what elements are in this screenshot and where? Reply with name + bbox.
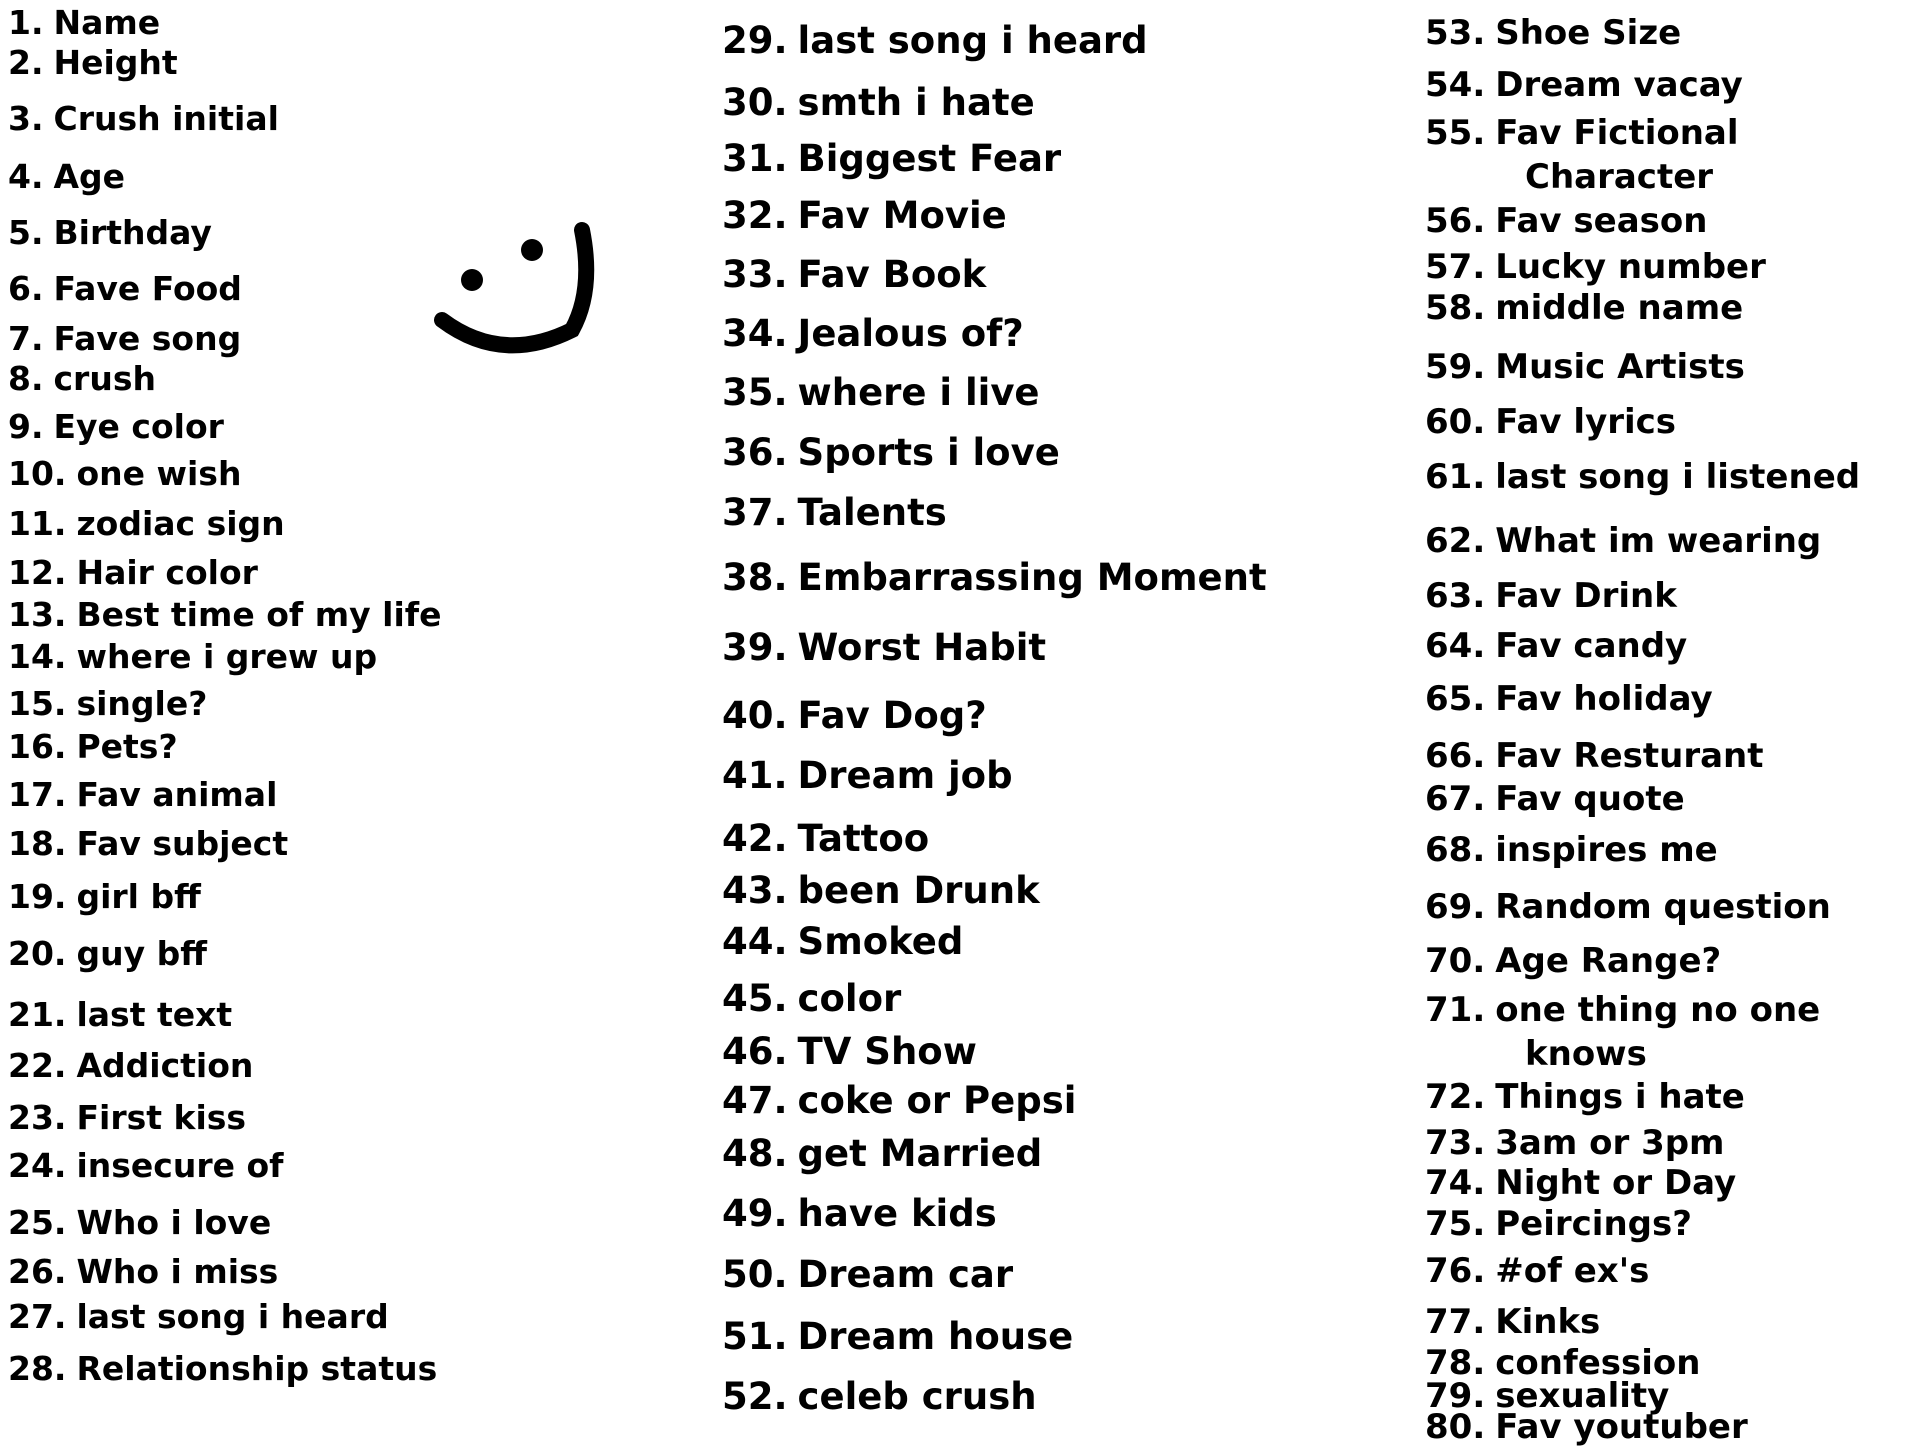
question-number: 78. bbox=[1425, 1343, 1486, 1383]
question-text-continued: knows bbox=[1525, 1034, 1647, 1074]
question-number: 58. bbox=[1425, 288, 1486, 328]
question-number: 41. bbox=[722, 754, 788, 797]
question-number: 24. bbox=[8, 1146, 67, 1185]
question-item bbox=[722, 556, 1267, 599]
question-number: 70. bbox=[1425, 941, 1486, 981]
smiley-eye-right bbox=[521, 239, 543, 261]
question-item bbox=[722, 1253, 1014, 1296]
question-number: 54. bbox=[1425, 65, 1486, 105]
question-item bbox=[8, 637, 378, 676]
question-number: 74. bbox=[1425, 1163, 1486, 1203]
question-number: 52. bbox=[722, 1375, 788, 1418]
question-number: 72. bbox=[1425, 1077, 1486, 1117]
question-number: 33. bbox=[722, 253, 788, 296]
question-text: color bbox=[797, 977, 902, 1020]
question-item bbox=[8, 775, 278, 814]
question-text: Age bbox=[53, 157, 126, 196]
question-item bbox=[1425, 201, 1708, 241]
question-item bbox=[722, 1079, 1077, 1122]
question-text: last text bbox=[76, 995, 233, 1034]
question-number: 69. bbox=[1425, 887, 1486, 927]
question-item bbox=[8, 1146, 284, 1185]
question-number: 20. bbox=[8, 934, 67, 973]
question-text: Who i love bbox=[76, 1203, 272, 1242]
question-text: Birthday bbox=[53, 213, 212, 252]
question-item bbox=[722, 491, 947, 534]
question-number: 62. bbox=[1425, 521, 1486, 561]
question-number: 34. bbox=[722, 312, 788, 355]
question-item bbox=[1425, 1251, 1650, 1291]
question-item bbox=[722, 1132, 1043, 1175]
question-number: 21. bbox=[8, 995, 67, 1034]
question-item bbox=[1425, 1163, 1737, 1203]
question-number: 12. bbox=[8, 553, 67, 592]
question-number: 80. bbox=[1425, 1407, 1486, 1447]
question-number: 75. bbox=[1425, 1204, 1486, 1244]
question-text: Fave Food bbox=[53, 269, 242, 308]
question-text: where i grew up bbox=[76, 637, 378, 676]
question-number: 55. bbox=[1425, 113, 1486, 153]
question-number: 49. bbox=[722, 1192, 788, 1235]
question-text: Height bbox=[53, 43, 178, 82]
question-item bbox=[722, 626, 1047, 669]
question-item bbox=[8, 727, 178, 766]
question-number: 40. bbox=[722, 694, 788, 737]
question-text: last song i heard bbox=[797, 19, 1148, 62]
question-text: Random question bbox=[1495, 887, 1831, 927]
question-item bbox=[8, 595, 442, 634]
question-item bbox=[8, 824, 289, 863]
question-text: Shoe Size bbox=[1495, 13, 1682, 53]
question-text: Fav season bbox=[1495, 201, 1708, 241]
question-number: 28. bbox=[8, 1349, 67, 1388]
question-text: Eye color bbox=[53, 407, 224, 446]
question-text: Fav Drink bbox=[1495, 576, 1677, 616]
question-number: 10. bbox=[8, 454, 67, 493]
question-text: confession bbox=[1495, 1343, 1701, 1383]
question-text: #of ex's bbox=[1495, 1251, 1650, 1291]
question-item bbox=[8, 319, 242, 358]
question-text: where i live bbox=[797, 371, 1040, 414]
question-number: 57. bbox=[1425, 247, 1486, 287]
question-item bbox=[8, 1046, 254, 1085]
question-item bbox=[1425, 1343, 1701, 1383]
question-text: Jealous of? bbox=[797, 312, 1024, 355]
question-item bbox=[722, 81, 1035, 124]
question-number: 1. bbox=[8, 3, 44, 42]
question-item bbox=[1425, 830, 1718, 870]
question-number: 42. bbox=[722, 817, 788, 860]
question-item bbox=[722, 19, 1148, 62]
question-number: 51. bbox=[722, 1315, 788, 1358]
question-number: 56. bbox=[1425, 201, 1486, 241]
question-text: First kiss bbox=[76, 1098, 247, 1137]
question-text: one wish bbox=[76, 454, 242, 493]
question-item bbox=[1425, 113, 1739, 153]
question-number: 79. bbox=[1425, 1376, 1486, 1416]
question-number: 16. bbox=[8, 727, 67, 766]
question-number: 23. bbox=[8, 1098, 67, 1137]
question-text: single? bbox=[76, 684, 208, 723]
question-item bbox=[722, 1192, 997, 1235]
question-number: 8. bbox=[8, 359, 44, 398]
question-number: 76. bbox=[1425, 1251, 1486, 1291]
question-text: Fav youtuber bbox=[1495, 1407, 1748, 1447]
question-text: Sports i love bbox=[797, 431, 1060, 474]
question-number: 7. bbox=[8, 319, 44, 358]
question-item bbox=[8, 1349, 438, 1388]
smiley-mouth bbox=[442, 230, 586, 345]
question-item bbox=[1425, 65, 1743, 105]
question-text: Crush initial bbox=[53, 99, 279, 138]
question-text: Peircings? bbox=[1495, 1204, 1692, 1244]
question-text: get Married bbox=[797, 1132, 1043, 1175]
question-number: 4. bbox=[8, 157, 44, 196]
question-number: 48. bbox=[722, 1132, 788, 1175]
question-item bbox=[1425, 679, 1713, 719]
question-item bbox=[722, 1315, 1074, 1358]
question-item bbox=[1425, 576, 1677, 616]
question-item bbox=[1425, 13, 1682, 53]
question-number: 64. bbox=[1425, 626, 1486, 666]
question-item bbox=[722, 371, 1040, 414]
question-item bbox=[722, 194, 1007, 237]
question-text: smth i hate bbox=[797, 81, 1035, 124]
question-text: Lucky number bbox=[1495, 247, 1766, 287]
question-item bbox=[1425, 1077, 1745, 1117]
question-number: 26. bbox=[8, 1252, 67, 1291]
question-text: last song i listened bbox=[1495, 457, 1861, 497]
question-text: middle name bbox=[1495, 288, 1744, 328]
question-item bbox=[1425, 990, 1821, 1030]
question-number: 9. bbox=[8, 407, 44, 446]
question-number: 25. bbox=[8, 1203, 67, 1242]
question-text: Things i hate bbox=[1495, 1077, 1745, 1117]
question-item bbox=[722, 920, 964, 963]
question-text: What im wearing bbox=[1495, 521, 1822, 561]
question-item bbox=[722, 1375, 1037, 1418]
question-number: 71. bbox=[1425, 990, 1486, 1030]
question-item bbox=[1425, 887, 1831, 927]
question-number: 36. bbox=[722, 431, 788, 474]
question-number: 30. bbox=[722, 81, 788, 124]
question-text: TV Show bbox=[797, 1030, 977, 1073]
question-number: 53. bbox=[1425, 13, 1486, 53]
question-text: one thing no one bbox=[1495, 990, 1821, 1030]
question-text: Music Artists bbox=[1495, 347, 1745, 387]
question-item bbox=[1425, 347, 1745, 387]
question-item bbox=[8, 1252, 279, 1291]
question-text: Kinks bbox=[1495, 1302, 1601, 1342]
question-number: 66. bbox=[1425, 736, 1486, 776]
question-number: 63. bbox=[1425, 576, 1486, 616]
question-text: Dream house bbox=[797, 1315, 1074, 1358]
question-item bbox=[1425, 1302, 1601, 1342]
question-number: 46. bbox=[722, 1030, 788, 1073]
question-number: 59. bbox=[1425, 347, 1486, 387]
question-text: Smoked bbox=[797, 920, 964, 963]
question-item bbox=[8, 934, 207, 973]
question-number: 43. bbox=[722, 869, 788, 912]
question-item bbox=[1425, 288, 1744, 328]
question-item bbox=[722, 312, 1024, 355]
question-number: 17. bbox=[8, 775, 67, 814]
question-item bbox=[722, 137, 1062, 180]
question-item bbox=[1425, 457, 1861, 497]
question-item bbox=[1425, 779, 1685, 819]
question-item bbox=[1425, 941, 1722, 981]
question-item bbox=[8, 1297, 389, 1336]
question-text: 3am or 3pm bbox=[1495, 1123, 1725, 1163]
question-number: 47. bbox=[722, 1079, 788, 1122]
question-text: Fav Movie bbox=[797, 194, 1007, 237]
question-text: Tattoo bbox=[797, 817, 930, 860]
question-item bbox=[8, 359, 156, 398]
question-number: 11. bbox=[8, 504, 67, 543]
question-text: Fav Resturant bbox=[1495, 736, 1764, 776]
question-number: 77. bbox=[1425, 1302, 1486, 1342]
question-item bbox=[722, 253, 987, 296]
question-text: Biggest Fear bbox=[797, 137, 1062, 180]
question-text: Age Range? bbox=[1495, 941, 1722, 981]
question-text: Who i miss bbox=[76, 1252, 279, 1291]
question-text: Fav Dog? bbox=[797, 694, 987, 737]
question-text: guy bff bbox=[76, 934, 207, 973]
question-text: Fave song bbox=[53, 319, 242, 358]
question-item bbox=[8, 157, 126, 196]
question-text: Relationship status bbox=[76, 1349, 438, 1388]
smiley-eye-left bbox=[461, 269, 483, 291]
question-item bbox=[1425, 1123, 1725, 1163]
question-number: 37. bbox=[722, 491, 788, 534]
question-item bbox=[722, 431, 1060, 474]
question-text: have kids bbox=[797, 1192, 997, 1235]
question-text: inspires me bbox=[1495, 830, 1718, 870]
question-text: coke or Pepsi bbox=[797, 1079, 1077, 1122]
question-text: crush bbox=[53, 359, 156, 398]
question-text: Fav subject bbox=[76, 824, 289, 863]
question-number: 73. bbox=[1425, 1123, 1486, 1163]
question-text: last song i heard bbox=[76, 1297, 389, 1336]
question-item bbox=[1425, 247, 1766, 287]
question-number: 14. bbox=[8, 637, 67, 676]
question-number: 2. bbox=[8, 43, 44, 82]
question-item bbox=[1425, 736, 1764, 776]
question-text: Dream car bbox=[797, 1253, 1014, 1296]
question-text-continued: Character bbox=[1525, 157, 1714, 197]
question-number: 22. bbox=[8, 1046, 67, 1085]
question-text: Fav lyrics bbox=[1495, 402, 1677, 442]
question-text: Night or Day bbox=[1495, 1163, 1737, 1203]
question-number: 67. bbox=[1425, 779, 1486, 819]
question-item bbox=[722, 977, 902, 1020]
question-text: Addiction bbox=[76, 1046, 254, 1085]
question-text: Fav holiday bbox=[1495, 679, 1713, 719]
question-text: Embarrassing Moment bbox=[797, 556, 1267, 599]
question-item bbox=[1425, 1407, 1748, 1447]
question-number: 50. bbox=[722, 1253, 788, 1296]
question-text: Dream vacay bbox=[1495, 65, 1743, 105]
question-item bbox=[8, 43, 178, 82]
question-text: girl bff bbox=[76, 877, 201, 916]
question-item bbox=[8, 99, 279, 138]
question-number: 27. bbox=[8, 1297, 67, 1336]
question-number: 45. bbox=[722, 977, 788, 1020]
question-item bbox=[8, 3, 161, 42]
question-number: 15. bbox=[8, 684, 67, 723]
question-number: 32. bbox=[722, 194, 788, 237]
question-text: Talents bbox=[797, 491, 947, 534]
question-text: celeb crush bbox=[797, 1375, 1037, 1418]
question-text: zodiac sign bbox=[76, 504, 285, 543]
question-number: 31. bbox=[722, 137, 788, 180]
smiley-face-icon bbox=[432, 220, 602, 370]
question-text: Fav candy bbox=[1495, 626, 1688, 666]
question-text: Worst Habit bbox=[797, 626, 1047, 669]
question-text: Dream job bbox=[797, 754, 1013, 797]
question-item bbox=[1425, 521, 1822, 561]
question-text: sexuality bbox=[1495, 1376, 1670, 1416]
question-number: 19. bbox=[8, 877, 67, 916]
question-number: 6. bbox=[8, 269, 44, 308]
question-item bbox=[8, 1203, 272, 1242]
question-number: 18. bbox=[8, 824, 67, 863]
question-item bbox=[722, 869, 1040, 912]
question-number: 35. bbox=[722, 371, 788, 414]
question-text: Pets? bbox=[76, 727, 178, 766]
question-number: 68. bbox=[1425, 830, 1486, 870]
question-item bbox=[8, 877, 201, 916]
question-number: 3. bbox=[8, 99, 44, 138]
question-text: Fav Book bbox=[797, 253, 987, 296]
question-item bbox=[8, 684, 208, 723]
question-item bbox=[1425, 402, 1677, 442]
question-number: 65. bbox=[1425, 679, 1486, 719]
question-number: 39. bbox=[722, 626, 788, 669]
question-item bbox=[8, 269, 242, 308]
question-text: Best time of my life bbox=[76, 595, 442, 634]
question-item bbox=[722, 754, 1013, 797]
question-item bbox=[8, 1098, 247, 1137]
question-text: been Drunk bbox=[797, 869, 1040, 912]
question-item bbox=[8, 213, 212, 252]
question-item bbox=[1425, 626, 1688, 666]
question-text: Fav Fictional bbox=[1495, 113, 1739, 153]
question-number: 61. bbox=[1425, 457, 1486, 497]
question-item bbox=[722, 694, 987, 737]
question-text: Fav quote bbox=[1495, 779, 1685, 819]
question-text: Name bbox=[53, 3, 161, 42]
question-item bbox=[722, 817, 930, 860]
question-number: 29. bbox=[722, 19, 788, 62]
question-item bbox=[8, 407, 224, 446]
question-item bbox=[1425, 1204, 1692, 1244]
question-number: 60. bbox=[1425, 402, 1486, 442]
question-number: 38. bbox=[722, 556, 788, 599]
question-text: Hair color bbox=[76, 553, 258, 592]
question-number: 13. bbox=[8, 595, 67, 634]
question-item bbox=[722, 1030, 977, 1073]
question-item bbox=[8, 454, 242, 493]
question-item bbox=[8, 553, 258, 592]
question-item bbox=[8, 504, 285, 543]
question-item bbox=[8, 995, 233, 1034]
question-number: 5. bbox=[8, 213, 44, 252]
question-number: 44. bbox=[722, 920, 788, 963]
question-text: insecure of bbox=[76, 1146, 284, 1185]
question-text: Fav animal bbox=[76, 775, 278, 814]
